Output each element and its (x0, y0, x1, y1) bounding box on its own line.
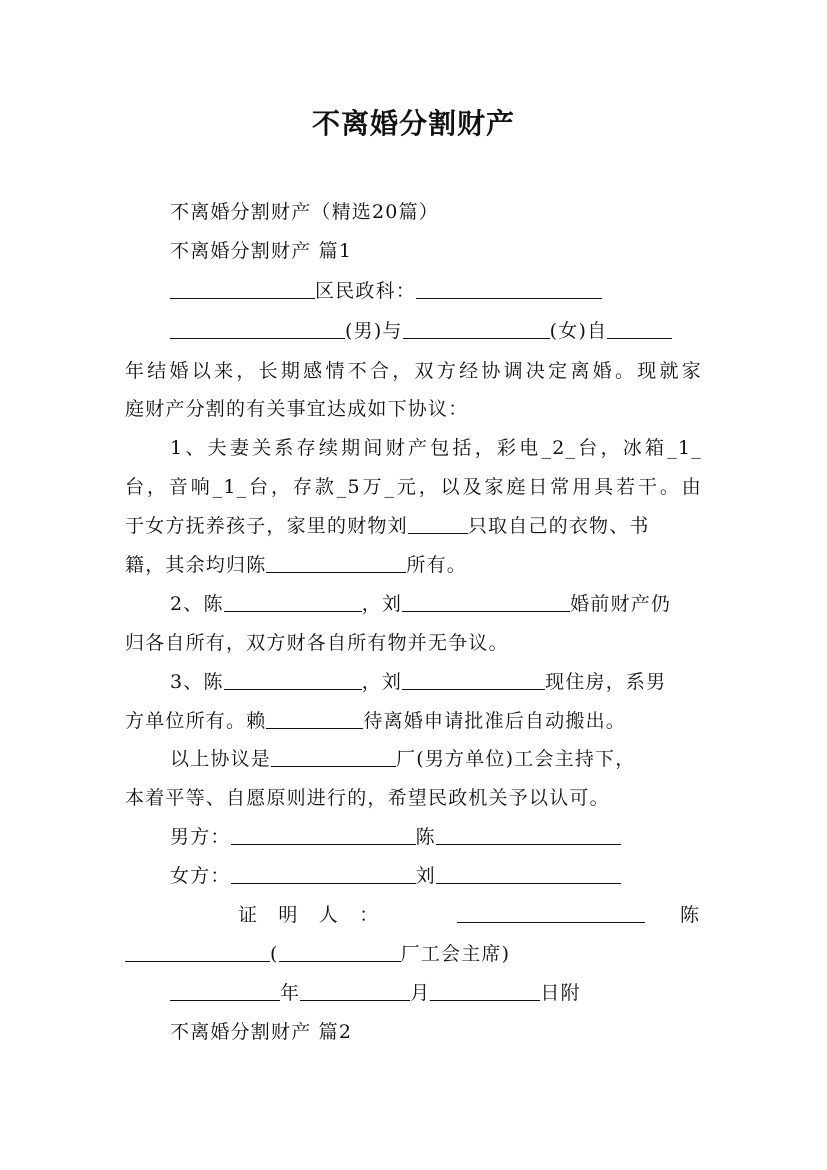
section-heading-1: 不离婚分割财产 篇1 (170, 240, 353, 262)
signature-label: 陈 (415, 826, 436, 848)
witness-line (125, 939, 510, 969)
clause-1-line: 1、夫妻关系存续期间财产包括，彩电_2_台，冰箱_1_ (170, 437, 702, 459)
clause-text: 所有。 (406, 554, 468, 576)
date-text: 日附 (540, 982, 581, 1004)
witness-text: 厂工会主席) (400, 943, 511, 965)
wife-blank (403, 318, 550, 339)
witness-text: ( (270, 943, 279, 965)
clause-text: 于女方抚养孩子，家里的财物刘 (125, 515, 408, 537)
chen-blank (266, 552, 406, 573)
clause-text: ，刘 (361, 593, 403, 615)
body-line: 年结婚以来，长期感情不合，双方经协调决定离婚。现就家 (125, 360, 702, 382)
closing-line (170, 744, 635, 774)
factory-blank (271, 746, 396, 767)
witness-label: 证 明 人 ： (238, 904, 380, 926)
clause-1-line (125, 550, 467, 580)
year-blank (607, 318, 672, 339)
witness-chen: 陈 (680, 904, 701, 926)
month-blank (300, 980, 410, 1001)
husband-signature-blank (231, 824, 416, 845)
lai-blank (266, 708, 363, 729)
chen-blank (224, 669, 362, 690)
husband-signature-line (170, 822, 621, 852)
closing-text: 厂(男方单位)工会主持下， (396, 748, 636, 770)
witness-blank (457, 902, 645, 923)
witness-blank-wrap (457, 900, 645, 930)
day-blank (430, 980, 540, 1001)
clause-text: 3、陈 (170, 671, 224, 693)
clause-text: 只取自己的衣物、书 (467, 515, 650, 537)
witness-name-blank (125, 941, 270, 962)
signature-label: 刘 (415, 865, 436, 887)
clause-text: ，刘 (361, 671, 403, 693)
liu-blank (408, 513, 468, 534)
clause-text: 待离婚申请批准后自动搬出。 (363, 710, 627, 732)
clause-3-line (170, 667, 666, 697)
chen-signature-blank (436, 824, 621, 845)
year-blank (170, 980, 280, 1001)
address-line (170, 276, 602, 306)
clause-text: 籍，其余均归陈 (125, 554, 267, 576)
wife-signature-blank (231, 863, 416, 884)
subtitle-line: 不离婚分割财产（精选20篇） (170, 201, 439, 223)
addressee-text: 区民政科： (315, 280, 417, 302)
parties-text-2: (女)自 (549, 320, 608, 342)
clause-1-line: 台，音响_1_台，存款_5万_元，以及家庭日常用具若干。由 (125, 476, 702, 498)
clause-2-line (170, 589, 671, 619)
addressee-blank (416, 278, 602, 299)
husband-blank (170, 318, 345, 339)
clause-text: 2、陈 (170, 593, 224, 615)
liu-blank (402, 669, 545, 690)
parties-text-1: (男)与 (345, 320, 403, 342)
document-title: 不离婚分割财产 (311, 107, 515, 140)
parties-line (170, 316, 672, 346)
factory-name-blank (279, 941, 401, 962)
clause-3-line (125, 706, 626, 736)
body-line: 庭财产分割的有关事宜达成如下协议： (125, 398, 469, 420)
clause-2-line: 归各自所有，双方财各自所有物并无争议。 (125, 632, 509, 654)
closing-line: 本着平等、自愿原则进行的，希望民政机关予以认可。 (125, 787, 610, 809)
date-line (170, 978, 581, 1008)
signature-label: 女方： (170, 865, 231, 887)
clause-1-line (125, 511, 650, 541)
date-text: 年 (280, 982, 301, 1004)
section-heading-2: 不离婚分割财产 篇2 (170, 1021, 353, 1043)
liu-blank (402, 591, 570, 612)
chen-blank (224, 591, 362, 612)
date-text: 月 (410, 982, 431, 1004)
district-blank (170, 278, 315, 299)
clause-text: 现住房，系男 (545, 671, 667, 693)
signature-label: 男方： (170, 826, 231, 848)
clause-text: 婚前财产仍 (570, 593, 672, 615)
closing-text: 以上协议是 (170, 748, 272, 770)
clause-text: 方单位所有。赖 (125, 710, 267, 732)
liu-signature-blank (436, 863, 621, 884)
wife-signature-line (170, 861, 621, 891)
